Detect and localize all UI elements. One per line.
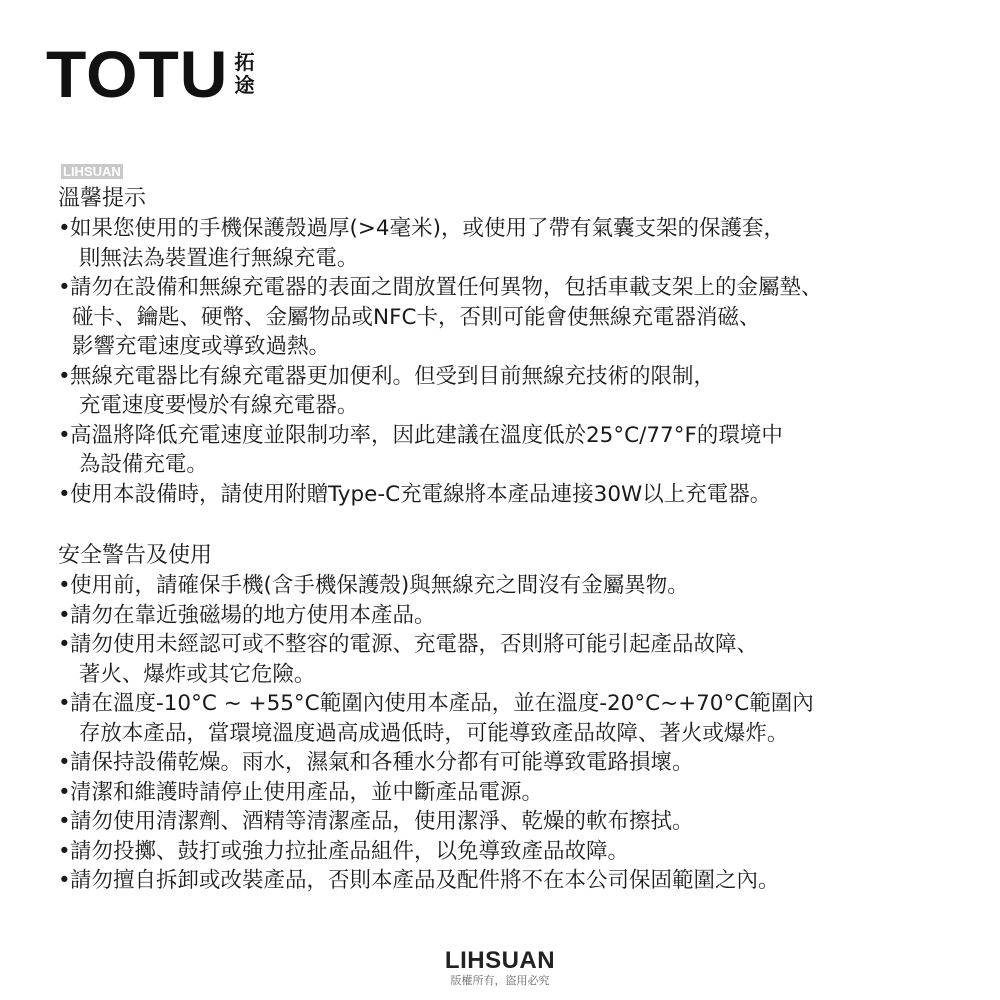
list-item-line: 無線充電器比有線充電器更加便利。但受到目前無線充技術的限制， [70,363,716,389]
list-item [58,421,988,480]
list-item [58,748,988,778]
bullet-icon: • [58,216,71,241]
list-item-text [70,601,436,631]
list-item-line: 充電速度要慢於有線充電器。 [72,393,359,418]
section-title: 溫馨提示 [58,186,147,211]
list-item-line: 影響充電速度或導致過熱。 [72,334,331,359]
list-item-line: 著火、爆炸或其它危險。 [72,661,316,687]
bullet-icon: • [58,632,71,657]
section-title: 安全警告及使用 [58,543,213,568]
list-item-text [70,689,814,748]
list-item [58,362,988,421]
bullet-icon: • [58,779,71,805]
list-item-line: 碰卡、鑰匙、硬幣、金屬物品或NFC卡，否則可能會使無線充電器消磁、 [72,304,761,330]
list-item [58,601,988,631]
list-item-line: 請在溫度-10°C ~ +55°C範圍內使用本產品，並在溫度-20°C~+70°C範圍內 [70,691,814,716]
bullet-icon: • [58,275,71,300]
list-item [58,630,988,689]
list-item [58,273,988,362]
list-item-line: 請保持設備乾燥。雨水，濕氣和各種水分都有可能導致電路損壞。 [70,750,694,775]
list-item-line: 請勿使用清潔劑、酒精等清潔產品，使用潔淨、乾燥的軟布擦拭。 [70,809,694,834]
list-item-text [70,480,771,510]
list-item-text [70,571,689,601]
list-item-line: 請勿在靠近強磁場的地方使用本產品。 [70,602,436,628]
list-item-text [70,421,783,480]
footer [0,948,1000,988]
footer-brand: LIHSUAN [444,947,556,974]
bullet-icon: • [58,691,71,716]
list-item [58,837,988,867]
list-item [58,571,988,601]
list-item-line: 使用前，請確保手機(含手機保護殼)與無線充之間沒有金屬異物。 [70,573,689,598]
list-item-text [70,748,694,778]
logo-cjk-mark [234,51,254,97]
bullet-icon: • [58,809,71,834]
bullet-icon: • [58,573,71,598]
list-item-line: 如果您使用的手機保護殼過厚(>4毫米)，或使用了帶有氣囊支架的保護套， [70,216,785,241]
brand-logo [46,37,255,111]
logo-wordmark: TOTU [46,37,229,111]
list-item-line: 請勿在設備和無線充電器的表面之間放置任何異物，包括車載支架上的金屬墊、 [70,275,823,300]
footer-copyright: 版權所有，盜用必究 [450,974,550,987]
list-item-line: 請勿投擲、鼓打或強力拉扯產品組件，以免導致產品故障。 [70,838,630,864]
list-item [58,778,988,808]
list-item-line: 使用本設備時，請使用附贈Type-C充電線將本產品連接30W以上充電器。 [70,481,772,507]
list-item [58,866,988,896]
list-item-text [70,214,785,273]
list-item-line: 請勿使用未經認可或不整容的電源、充電器，否則將可能引起產品故障、 [70,632,759,657]
bullet-icon: • [58,481,71,507]
list-item-text [70,866,780,896]
list-item [58,807,988,837]
list-item-text [70,362,715,421]
section-spacer [58,509,988,541]
list-item-text [70,837,629,867]
list-item-text [70,630,758,689]
list-item-text [70,778,543,808]
list-item-line: 存放本產品，當環境溫度過高成過低時，可能導致產品故障、著火或爆炸。 [72,720,789,746]
list-item-line: 為設備充電。 [72,452,208,477]
bullet-icon: • [58,868,71,893]
list-item [58,214,988,273]
list-item-line: 清潔和維護時請停止使用產品，並中斷產品電源。 [70,779,544,805]
list-item-text [70,807,694,837]
bullet-icon: • [58,422,71,448]
bullet-icon: • [58,602,71,628]
watermark-label: LIHSUAN [63,164,121,179]
list-item-line: 則無法為裝置進行無線充電。 [72,245,359,271]
bullet-icon: • [58,838,71,864]
logo-cjk-top: 拓 [234,50,255,74]
bullet-icon: • [58,363,71,389]
list-item-line: 高溫將降低充電速度並限制功率，因此建議在溫度低於25°C/77°F的環境中 [70,422,783,448]
list-item [58,689,988,748]
list-item-line: 請勿擅自拆卸或改裝產品，否則本產品及配件將不在本公司保固範圍之內。 [70,868,780,893]
bullet-icon: • [58,750,71,775]
list-item-text [70,273,823,362]
logo-cjk-bottom: 途 [234,73,255,97]
list-item [58,480,988,510]
instructions-content [58,184,988,896]
